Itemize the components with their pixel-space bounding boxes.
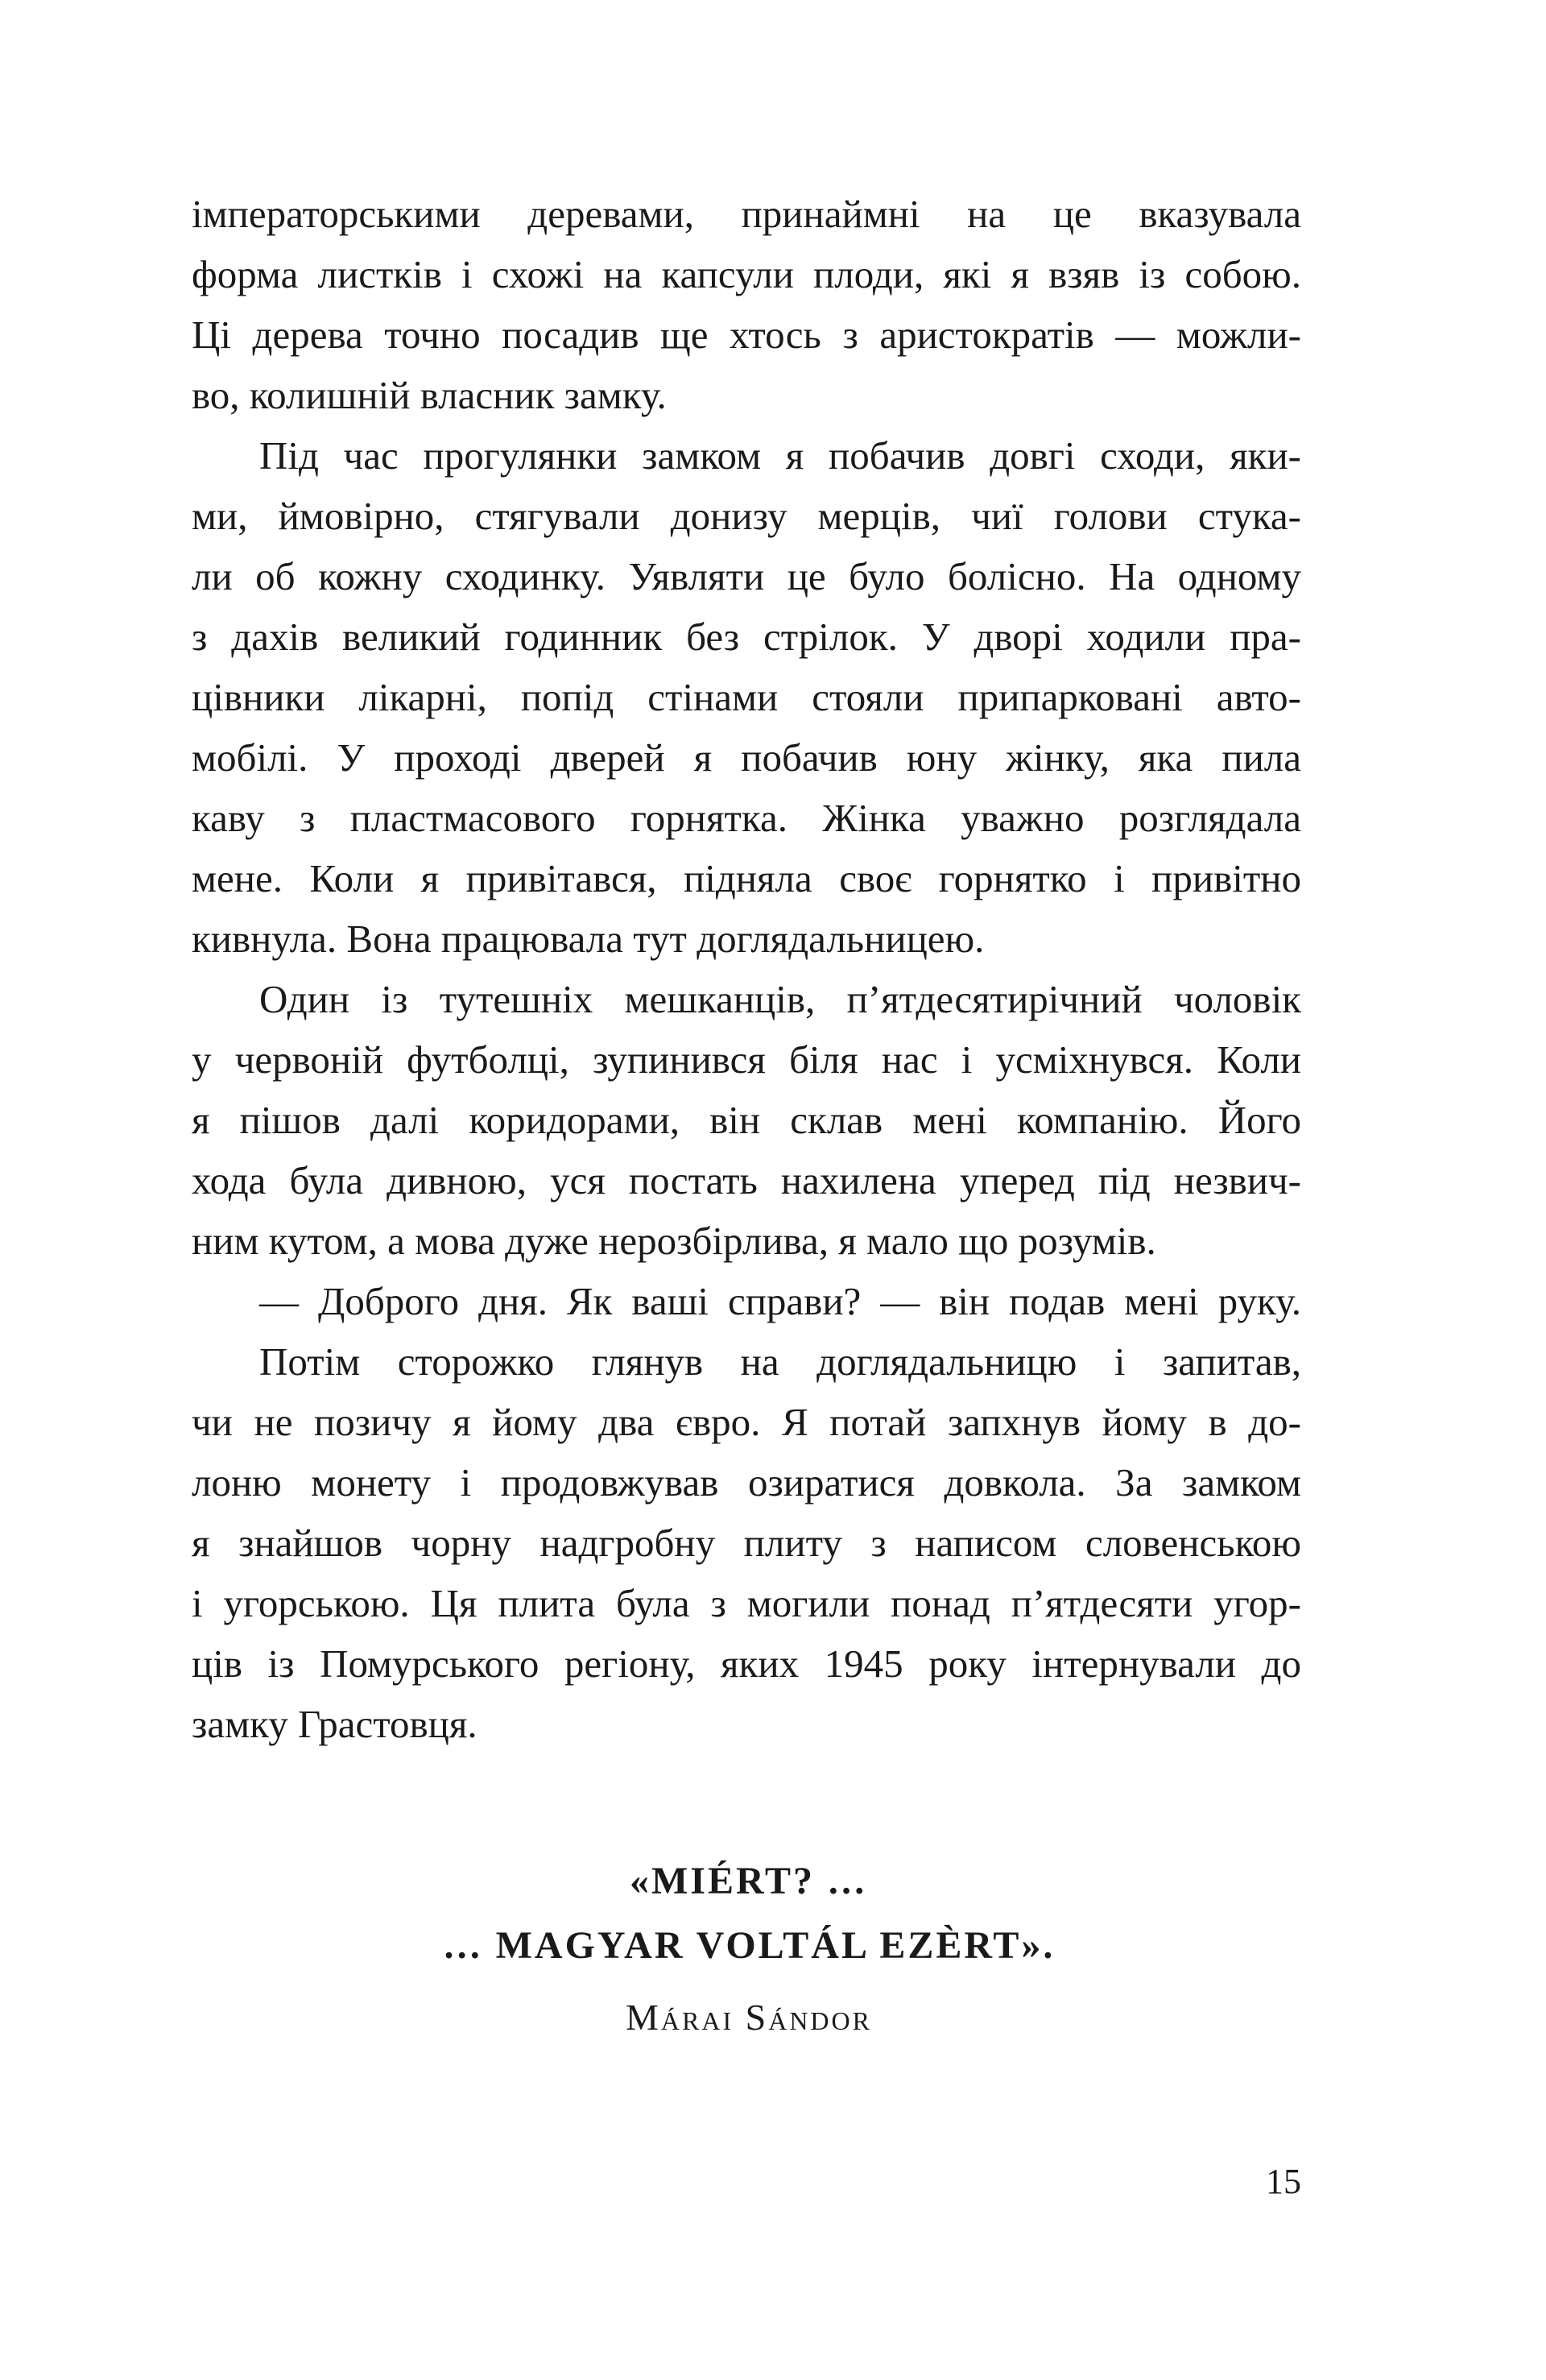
- text-line: і угорською. Ця плита була з могили понад п’ятдесяти угор-: [192, 1581, 1301, 1625]
- text-line: Ці дерева точно посадив ще хтось з аристократів — можли-: [192, 313, 1301, 357]
- text-line: Потім сторожко глянув на доглядальницю і запитав,: [259, 1339, 1301, 1384]
- text-line: Під час прогулянки замком я побачив довгі сходи, яки-: [259, 433, 1301, 478]
- text-line: я знайшов чорну надгробну плиту з написом словенською: [192, 1521, 1301, 1565]
- text-line: мобілі. У проході дверей я побачив юну жінку, яка пила: [192, 735, 1301, 780]
- text-line: Один із тутешніх мешканців, п’ятдесятирічний чоловік: [259, 977, 1301, 1021]
- text-line: ми, ймовірно, стягували донизу мерців, чиї голови стука-: [192, 494, 1301, 538]
- text-line: ним кутом, а мова дуже нерозбірлива, я мало що розумів.: [192, 1219, 1156, 1263]
- text-line: я пішов далі коридорами, він склав мені компанію. Його: [192, 1098, 1301, 1142]
- text-line: кивнула. Вона працювала тут доглядальницею.: [192, 917, 985, 961]
- text-line: цівники лікарні, попід стінами стояли припарковані авто-: [192, 675, 1301, 719]
- text-line: хода була дивною, уся постать нахилена уперед під незвич-: [192, 1158, 1301, 1202]
- text-line: з дахів великий годинник без стрілок. У дворі ходили пра-: [192, 615, 1301, 659]
- text-line: форма листків і схожі на капсули плоди, які я взяв із собою.: [192, 252, 1301, 296]
- epigraph-line-2: … MAGYAR VOLTÁL EZÈRT».: [442, 1924, 1056, 1967]
- text-line: каву з пластмасового горнятка. Жінка уважно розглядала: [192, 796, 1301, 840]
- text-line: ців із Помурського регіону, яких 1945 року інтернували до: [192, 1641, 1301, 1686]
- page-number: 15: [1266, 2162, 1301, 2201]
- text-line: мене. Коли я привітався, підняла своє горнятко і привітно: [192, 856, 1301, 900]
- text-line: чи не позичу я йому два євро. Я потай запхнув йому в до-: [192, 1400, 1301, 1444]
- text-line: імператорськими деревами, принаймні на це вказувала: [192, 192, 1301, 236]
- text-line: у червоній футболці, зупинився біля нас і усміхнувся. Коли: [192, 1037, 1301, 1082]
- epigraph-author: Márai Sándor: [626, 1997, 872, 2038]
- text-line: ли об кожну сходинку. Уявляти це було болісно. На одному: [192, 554, 1301, 598]
- text-line: — Доброго дня. Як ваші справи? — він подав мені руку.: [259, 1279, 1301, 1323]
- epigraph-line-1: «MIÉRT? …: [630, 1860, 868, 1902]
- body-text: [192, 184, 1301, 1754]
- text-line: во, колишній власник замку.: [192, 373, 667, 417]
- text-line: замку Грастовця.: [192, 1702, 477, 1746]
- text-line: лоню монету і продовжував озиратися довкола. За замком: [192, 1460, 1301, 1505]
